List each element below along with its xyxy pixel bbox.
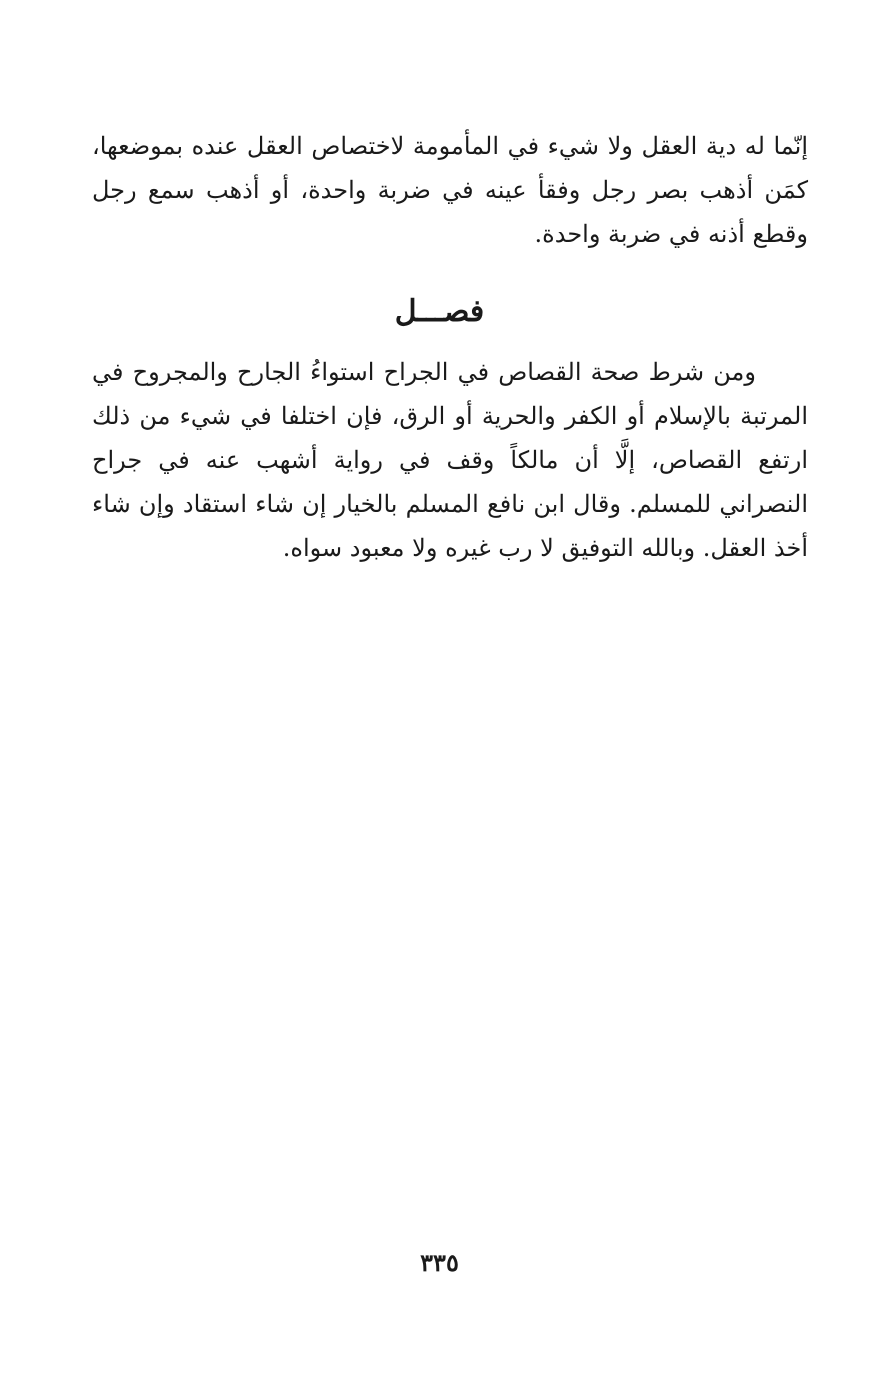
section-heading: فصـــل [394, 294, 485, 329]
body-paragraph-section: ومن شرط صحة القصاص في الجراح استواءُ الجارح والمجروح في المرتبة بالإسلام أو الكفر والحرية أو الرق، فإن اختلفا في شيء من ذلك ارتفع القصاص، إلَّا أن مالكاً وقف في رواية أشهب عنه في جراح النصراني للمسلم. وقال ابن نافع المسلم بالخيار إن شاء استقاد وإن شاء أخذ العقل. وبالله التوفيق لا رب غيره ولا معبود سواه. [92, 358, 808, 562]
page-number: ٣٣٥ [420, 1248, 459, 1277]
body-paragraph-continuation: إنّما له دية العقل ولا شيء في المأمومة لاختصاص العقل عنده بموضعها، كمَن أذهب بصر رجل وفقأ عينه في ضربة واحدة، أو أذهب سمع رجل وقطع أذنه في ضربة واحدة. [92, 132, 808, 248]
